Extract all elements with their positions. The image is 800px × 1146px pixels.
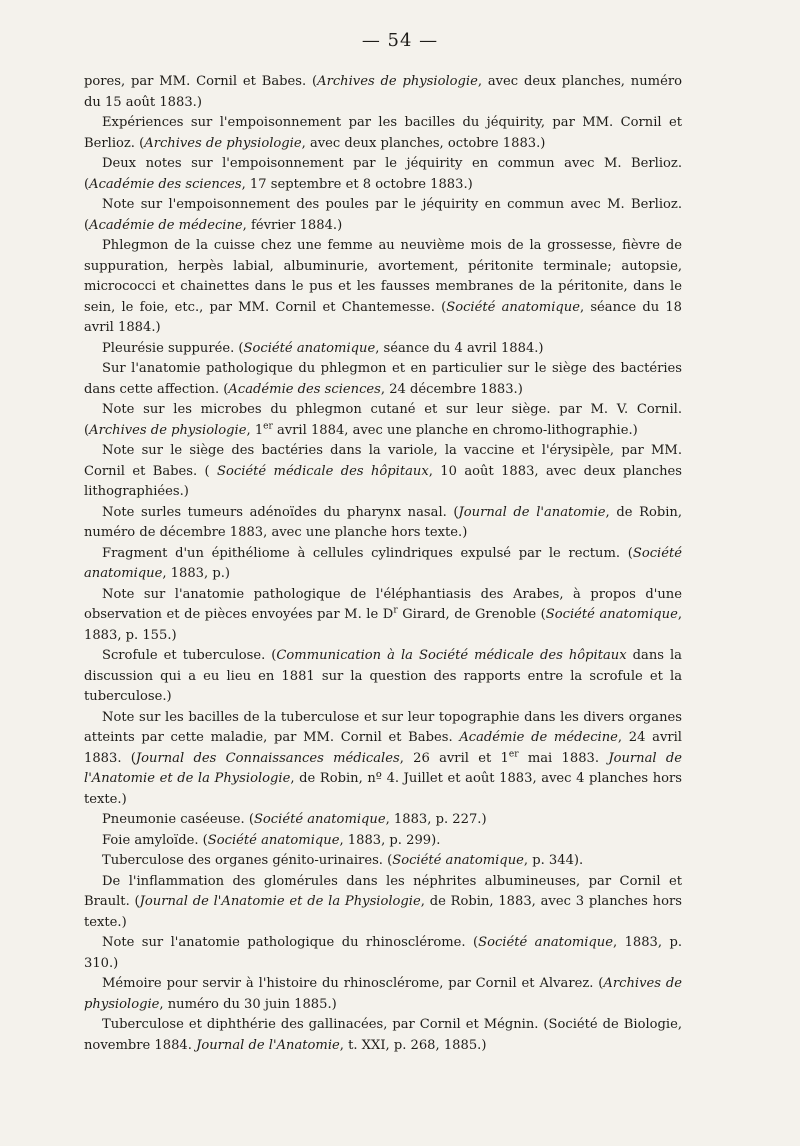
entry-text: Girard, de Grenoble ( — [397, 607, 546, 622]
entry-text: pores, par MM. Cornil et Babes. ( — [84, 74, 318, 89]
bibliography-entry — [84, 872, 682, 934]
entry-citation-italic: Académie de médecine — [89, 217, 243, 233]
bibliography-entry — [84, 708, 682, 811]
bibliography-entry — [84, 503, 682, 544]
entry-text: Fragment d'un épithéliome à cellules cylindriques expulsé par le rectum. ( — [102, 545, 633, 561]
entry-text: , de Robin, nº 4. Juillet et août 1883, avec 4 planches hors texte.) — [84, 771, 682, 807]
bibliography-entry — [84, 851, 682, 872]
entry-text: avril 1884, avec une planche en chromo-lithographie.) — [272, 422, 638, 438]
entry-citation-italic: Société anatomique — [207, 832, 340, 848]
entry-citation-italic: Archives de physiologie — [84, 976, 682, 1012]
bibliography-entry — [84, 400, 682, 441]
entry-text: , 1883, p. 227.) — [385, 812, 487, 827]
entry-text: Foie amyloïde. ( — [102, 832, 208, 848]
entry-citation-italic: Archives de physiologie — [317, 74, 478, 89]
entry-text: Expériences sur l'empoisonnement par les bacilles du jéquirity, par MM. Cornil et Berlioz. ( — [84, 115, 682, 151]
entry-text: , avec deux planches, octobre 1883.) — [301, 135, 546, 151]
entry-text: Note sur l'anatomie pathologique du rhinosclérome. ( — [102, 935, 479, 950]
bibliography-entry — [84, 236, 682, 339]
entry-citation-italic: Journal de l'Anatomie et de la Physiologie — [139, 894, 421, 909]
entry-citation-italic: Société anatomique — [253, 812, 386, 827]
entry-text: Tuberculose et diphthérie des gallinacées, par Cornil et Mégnin. (Société de Biologie, novembre 1884. — [84, 1017, 682, 1053]
entry-text: Note surles tumeurs adénoïdes du pharynx nasal. ( — [102, 504, 459, 520]
bibliography-entry — [84, 154, 682, 195]
entry-text: , de Robin, numéro de décembre 1883, avec une planche hors texte.) — [84, 504, 682, 540]
bibliography-entry — [84, 810, 682, 831]
entry-citation-italic: Société anatomique — [478, 935, 613, 950]
entry-text: De l'inflammation des glomérules dans les néphrites albumineuses, par Cornil et Brault. ( — [84, 873, 682, 909]
entry-text: , p. 344). — [523, 853, 584, 868]
bibliography-entry — [84, 113, 682, 154]
entry-text: , 26 avril et 1 — [399, 750, 509, 766]
entry-citation-italic: Académie de médecine — [459, 730, 618, 745]
page-number: — 54 — — [361, 30, 439, 51]
entry-citation-italic: Société anatomique — [243, 340, 376, 356]
bibliography-entry — [84, 441, 682, 503]
entry-text: Note sur les bacilles de la tuberculose et sur leur topographie dans les divers organes atteints par cette maladie, par MM. Cornil et Babes. — [84, 709, 682, 745]
entry-citation-italic: Journal de l'Anatomie — [196, 1037, 340, 1053]
entry-text: , numéro du 30 juin 1885.) — [159, 996, 337, 1012]
entry-text: mai 1883. — [518, 750, 609, 766]
bibliography-entry — [84, 933, 682, 974]
entry-text: Note sur l'anatomie pathologique de l'éléphantiasis des Arabes, à propos d'une observation et de pièces envoyées par M. le D — [84, 586, 682, 622]
bibliography-entry — [84, 831, 682, 852]
bibliography-entry — [84, 195, 682, 236]
entry-text: , 10 août 1883, avec deux planches lithographiées.) — [84, 463, 682, 499]
entry-text: , séance du 18 avril 1884.) — [84, 299, 682, 335]
entry-text: , 24 décembre 1883.) — [380, 381, 523, 397]
entry-text: Mémoire pour servir à l'histoire du rhinosclérome, par Cornil et Alvarez. ( — [102, 976, 604, 991]
entry-text: , 1883, p. 299). — [339, 832, 441, 848]
entry-text: Phlegmon de la cuisse chez une femme au neuvième mois de la grossesse, fièvre de suppuration, herpès labial, albuminurie, avortement, péritonite terminale; autopsie, micrococci et chainettes dans le pus et les fausses membranes de la péritonite, dans le sein, le foie, etc., par MM. Cornil et Chantemesse. ( — [84, 238, 682, 315]
entry-citation-italic: Journal de l'Anatomie et de la Physiologie — [84, 750, 683, 786]
entry-text: Tuberculose des organes génito-urinaires. ( — [102, 853, 393, 868]
entry-text: Note sur l'empoisonnement des poules par le jéquirity en commun avec M. Berlioz. ( — [84, 197, 682, 233]
bibliography-list — [84, 72, 682, 1056]
bibliography-entry — [84, 544, 682, 585]
entry-text: , séance du 4 avril 1884.) — [375, 340, 544, 356]
entry-citation-italic: Société anatomique — [392, 853, 524, 868]
entry-text: Scrofule et tuberculose. ( — [102, 648, 277, 663]
entry-text: , t. XXI, p. 268, 1885.) — [339, 1037, 487, 1053]
entry-citation-italic: Académie des sciences — [228, 381, 381, 397]
entry-citation-italic: Société anatomique — [84, 545, 682, 581]
entry-citation-italic: Société anatomique — [446, 299, 580, 315]
bibliography-entry — [84, 1015, 682, 1056]
entry-citation-italic: Archives de physiologie — [144, 135, 302, 151]
entry-text: , 1883, p.) — [162, 566, 230, 581]
entry-text: Deux notes sur l'empoisonnement par le jéquirity en commun avec M. Berlioz. ( — [84, 156, 682, 192]
bibliography-entry — [84, 359, 682, 400]
entry-citation-italic: Archives de physiologie — [89, 422, 247, 438]
bibliography-entry — [84, 339, 682, 360]
entry-text: , de Robin, 1883, avec 3 planches hors texte.) — [84, 894, 682, 930]
entry-superscript: r — [393, 605, 398, 616]
entry-text: , avec deux planches, numéro du 15 août 1883.) — [84, 74, 682, 110]
entry-text: Pleurésie suppurée. ( — [102, 340, 244, 356]
entry-text: , 24 avril 1883. ( — [84, 730, 682, 766]
entry-text: Note sur les microbes du phlegmon cutané et sur leur siège. par M. V. Cornil. ( — [84, 402, 682, 438]
entry-text: , février 1884.) — [242, 217, 343, 233]
entry-text: , 1883, p. 155.) — [84, 607, 682, 643]
bibliography-entry — [84, 646, 682, 708]
entry-text: Note sur le siège des bactéries dans la variole, la vaccine et l'érysipèle, par MM. Cornil et Babes. ( — [84, 443, 682, 479]
entry-citation-italic: Société médicale des hôpitaux — [217, 463, 429, 479]
bibliography-entry — [84, 72, 682, 113]
entry-citation-italic: Société anatomique — [545, 607, 678, 622]
bibliography-entry — [84, 585, 682, 647]
bibliography-entry — [84, 974, 682, 1015]
entry-superscript: er — [263, 421, 273, 432]
entry-text: , 1883, p. 310.) — [84, 935, 683, 971]
entry-text: Sur l'anatomie pathologique du phlegmon et en particulier sur le siège des bactéries dans cette affection. ( — [84, 361, 682, 397]
entry-citation-italic: Académie des sciences — [89, 176, 242, 192]
entry-text: , 1 — [246, 422, 264, 438]
entry-superscript: er — [508, 749, 519, 760]
entry-citation-italic: Journal de l'anatomie — [458, 504, 606, 520]
entry-text: Pneumonie caséeuse. ( — [102, 812, 254, 827]
entry-text: dans la discussion qui a eu lieu en 1881 sur la question des rapports entre la scrofule et la tuberculose.) — [84, 648, 682, 704]
entry-citation-italic: Journal des Connaissances médicales — [135, 750, 400, 766]
entry-citation-italic: Communication à la Société médicale des hôpitaux — [276, 648, 627, 663]
entry-text: , 17 septembre et 8 octobre 1883.) — [241, 176, 473, 192]
